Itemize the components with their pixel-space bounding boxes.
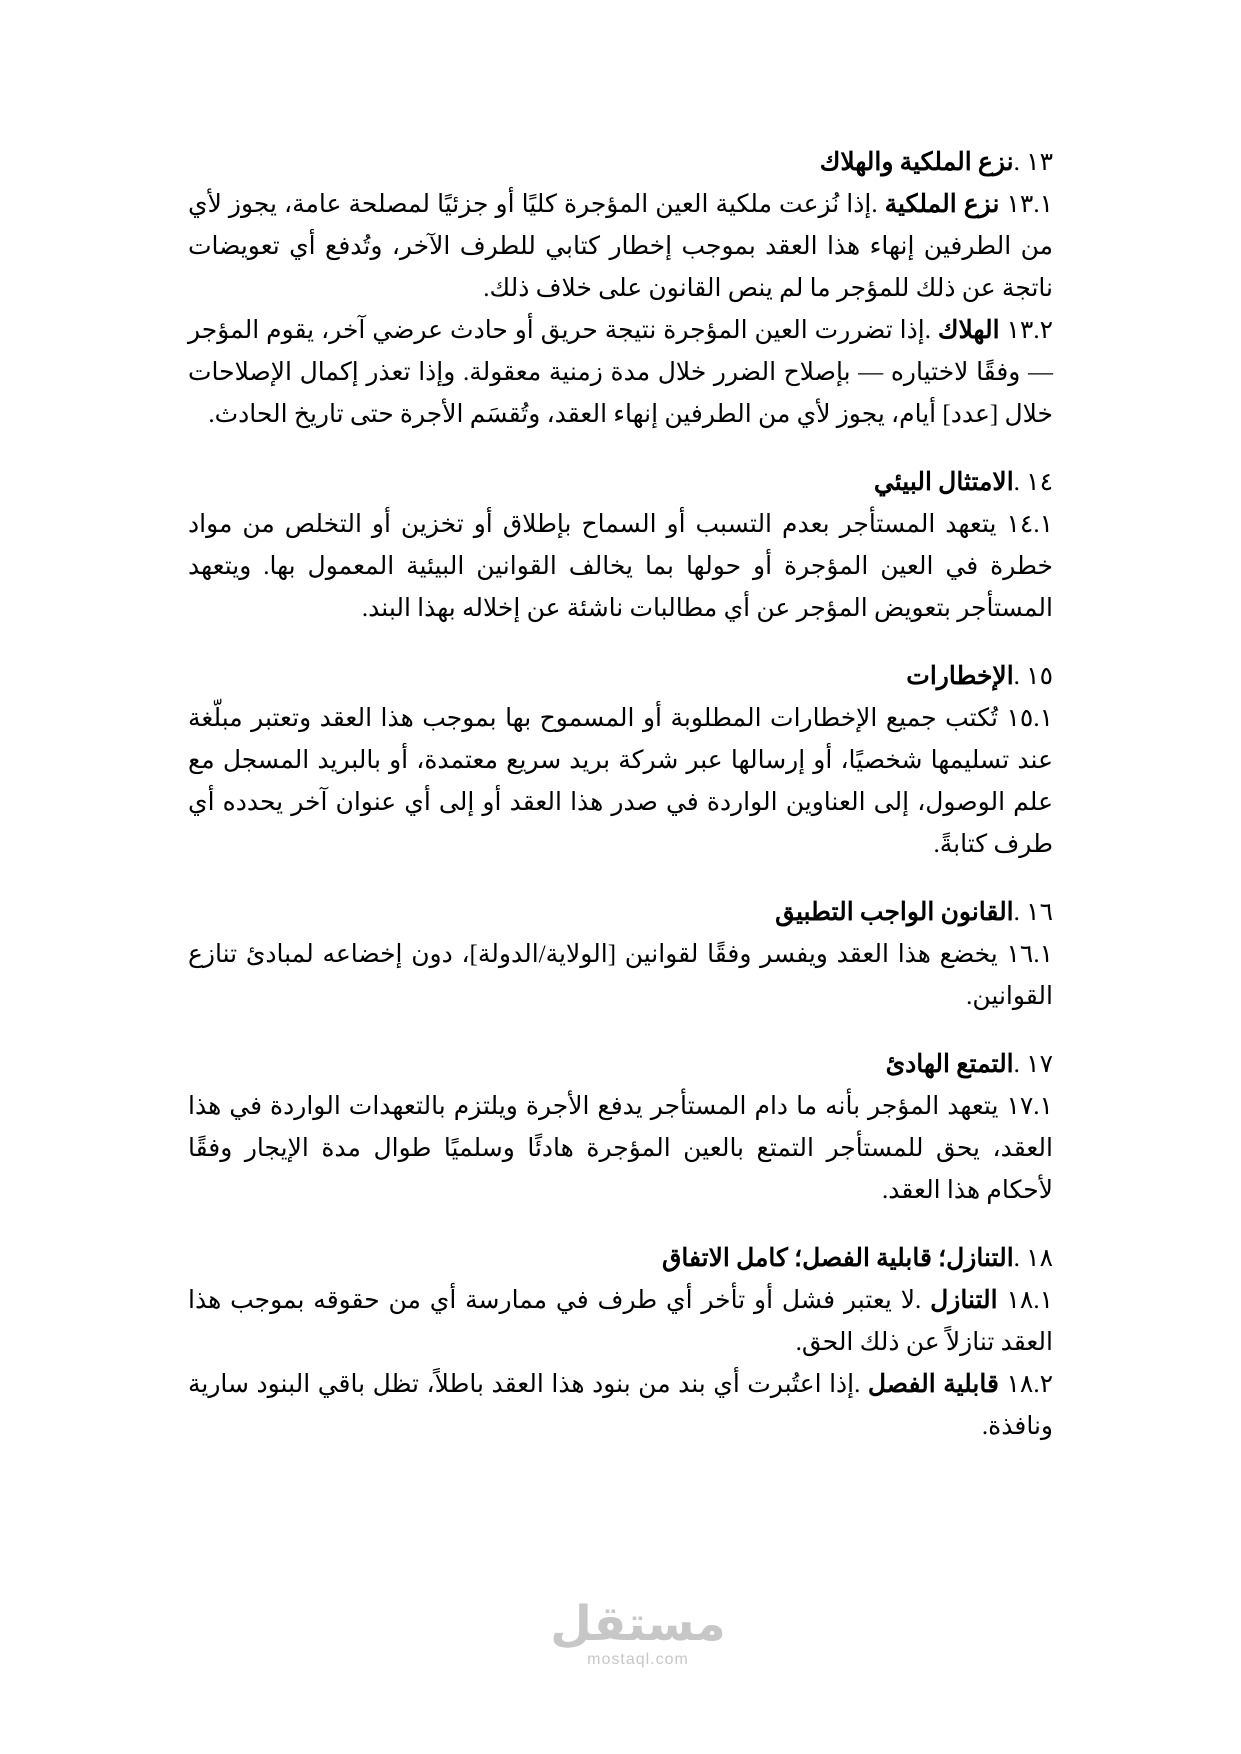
clause: ١٣.١ نزع الملكية .إذا نُزعت ملكية العين المؤجرة كليًا أو جزئيًا لمصلحة عامة، يجوز لأي من الطرفين إنهاء هذا العقد بموجب إخطار كتابي للطرف الآخر، وتُدفع أي تعويضات ناتجة عن ذلك للمؤجر ما لم ينص القانون على خلاف ذلك. xyxy=(188,191,1054,302)
section-number: ١٨ xyxy=(1026,1245,1053,1272)
clause-number: ١٤.١ xyxy=(1006,511,1054,538)
section-heading: ١٧ .التمتع الهادئ xyxy=(885,1051,1053,1078)
section-heading: ١٣ .نزع الملكية والهلاك xyxy=(819,149,1053,176)
section xyxy=(188,892,1053,1018)
section-title: التنازل؛ قابلية الفصل؛ كامل الاتفاق xyxy=(662,1245,1014,1272)
clause-number: ١٥.١ xyxy=(1006,705,1054,732)
watermark-logo: مستقل xyxy=(550,1596,726,1652)
clause-number: ١٣.١ xyxy=(1006,191,1054,218)
clause xyxy=(188,1086,1053,1212)
section xyxy=(188,1238,1053,1448)
section xyxy=(188,462,1053,630)
section-heading: ١٥ .الإخطارات xyxy=(906,663,1053,690)
clause xyxy=(188,934,1053,1018)
section xyxy=(188,142,1053,436)
clause: ١٨.٢ قابلية الفصل .إذا اعتُبرت أي بند من بنود هذا العقد باطلاً، تظل باقي البنود سارية ونافذة. xyxy=(188,1371,1054,1440)
clause-text: تُكتب جميع الإخطارات المطلوبة أو المسموح بها بموجب هذا العقد وتعتبر مبلّغة عند تسليمها شخصيًا، أو إرسالها عبر شركة بريد سريع معتمدة، أو بالبريد المسجل مع علم الوصول، إلى العناوين الواردة في صدر هذا العقد أو إلى أي عنوان آخر يحدده أي طرف كتابةً. xyxy=(188,705,1053,858)
clause-text: لا يعتبر فشل أو تأخر أي طرف في ممارسة أي من حقوقه بموجب هذا العقد تنازلاً عن ذلك الحق. xyxy=(188,1287,1053,1356)
clause-number: ١٣.٢ xyxy=(1006,317,1054,344)
section-number: ١٥ xyxy=(1026,663,1053,690)
clause-title: قابلية الفصل xyxy=(867,1371,999,1398)
clause: ١٣.٢ الهلاك .إذا تضررت العين المؤجرة نتيجة حريق أو حادث عرضي آخر، يقوم المؤجر — وفقًا لاختياره — بإصلاح الضرر خلال مدة زمنية معقولة. وإذا تعذر إكمال الإصلاحات خلال [عدد] أيام، يجوز لأي من الطرفين إنهاء العقد، وتُقسَم الأجرة حتى تاريخ الحادث. xyxy=(188,317,1054,428)
clause-text: يتعهد المؤجر بأنه ما دام المستأجر يدفع الأجرة ويلتزم بالتعهدات الواردة في هذا العقد، يحق للمستأجر التمتع بالعين المؤجرة هادئًا وسلميًا طوال مدة الإيجار وفقًا لأحكام هذا العقد. xyxy=(188,1093,1053,1204)
clause-number: ١٧.١ xyxy=(1006,1093,1053,1120)
watermark-url: mostaql.com xyxy=(587,1650,689,1668)
clause-title: الهلاك xyxy=(937,317,1000,344)
clause-number: ١٨.٢ xyxy=(1006,1371,1054,1398)
section-heading: ١٨ .التنازل؛ قابلية الفصل؛ كامل الاتفاق xyxy=(662,1245,1053,1272)
section-title: التمتع الهادئ xyxy=(885,1051,1014,1078)
section-heading: ١٤ .الامتثال البيئي xyxy=(873,469,1053,496)
clause-number: ١٦.١ xyxy=(1006,941,1054,968)
clause-text: يتعهد المستأجر بعدم التسبب أو السماح بإطلاق أو تخزين أو التخلص من مواد خطرة في العين المؤجرة أو حولها بما يخالف القوانين البيئية المعمول بها. ويتعهد المستأجر بتعويض المؤجر عن أي مطالبات ناشئة عن إخلاله بهذا البند. xyxy=(188,511,1053,622)
section-title: نزع الملكية والهلاك xyxy=(819,149,1014,176)
document-page xyxy=(188,142,1053,1474)
clause-title: التنازل xyxy=(930,1287,998,1314)
section-number: ١٦ xyxy=(1026,899,1053,926)
section-title: الامتثال البيئي xyxy=(873,469,1014,496)
section-heading: ١٦ .القانون الواجب التطبيق xyxy=(775,899,1053,926)
section-number: ١٤ xyxy=(1026,469,1053,496)
clause-number: ١٨.١ xyxy=(1006,1287,1054,1314)
section xyxy=(188,656,1053,866)
section-title: الإخطارات xyxy=(906,663,1014,690)
clause-title: نزع الملكية xyxy=(884,191,1000,218)
clause-text: إذا تضررت العين المؤجرة نتيجة حريق أو حادث عرضي آخر، يقوم المؤجر — وفقًا لاختياره — بإصلاح الضرر خلال مدة زمنية معقولة. وإذا تعذر إكمال الإصلاحات خلال [عدد] أيام، يجوز لأي من الطرفين إنهاء العقد، وتُقسَم الأجرة حتى تاريخ الحادث. xyxy=(188,317,1053,428)
clause xyxy=(188,504,1053,630)
clause-text: إذا نُزعت ملكية العين المؤجرة كليًا أو جزئيًا لمصلحة عامة، يجوز لأي من الطرفين إنهاء هذا العقد بموجب إخطار كتابي للطرف الآخر، وتُدفع أي تعويضات ناتجة عن ذلك للمؤجر ما لم ينص القانون على خلاف ذلك. xyxy=(188,191,1053,302)
clause: ١٨.١ التنازل .لا يعتبر فشل أو تأخر أي طرف في ممارسة أي من حقوقه بموجب هذا العقد تنازلاً عن ذلك الحق. xyxy=(188,1287,1054,1356)
clause xyxy=(188,698,1053,866)
section-number: ١٧ xyxy=(1026,1051,1053,1078)
watermark xyxy=(0,1598,1241,1669)
clause-text: إذا اعتُبرت أي بند من بنود هذا العقد باطلاً، تظل باقي البنود سارية ونافذة. xyxy=(188,1371,1053,1440)
section xyxy=(188,1044,1053,1212)
section-title: القانون الواجب التطبيق xyxy=(775,899,1014,926)
section-number: ١٣ xyxy=(1026,149,1053,176)
clause-text: يخضع هذا العقد ويفسر وفقًا لقوانين [الولاية/الدولة]، دون إخضاعه لمبادئ تنازع القوانين. xyxy=(188,941,1053,1010)
sections-container xyxy=(188,142,1053,1448)
